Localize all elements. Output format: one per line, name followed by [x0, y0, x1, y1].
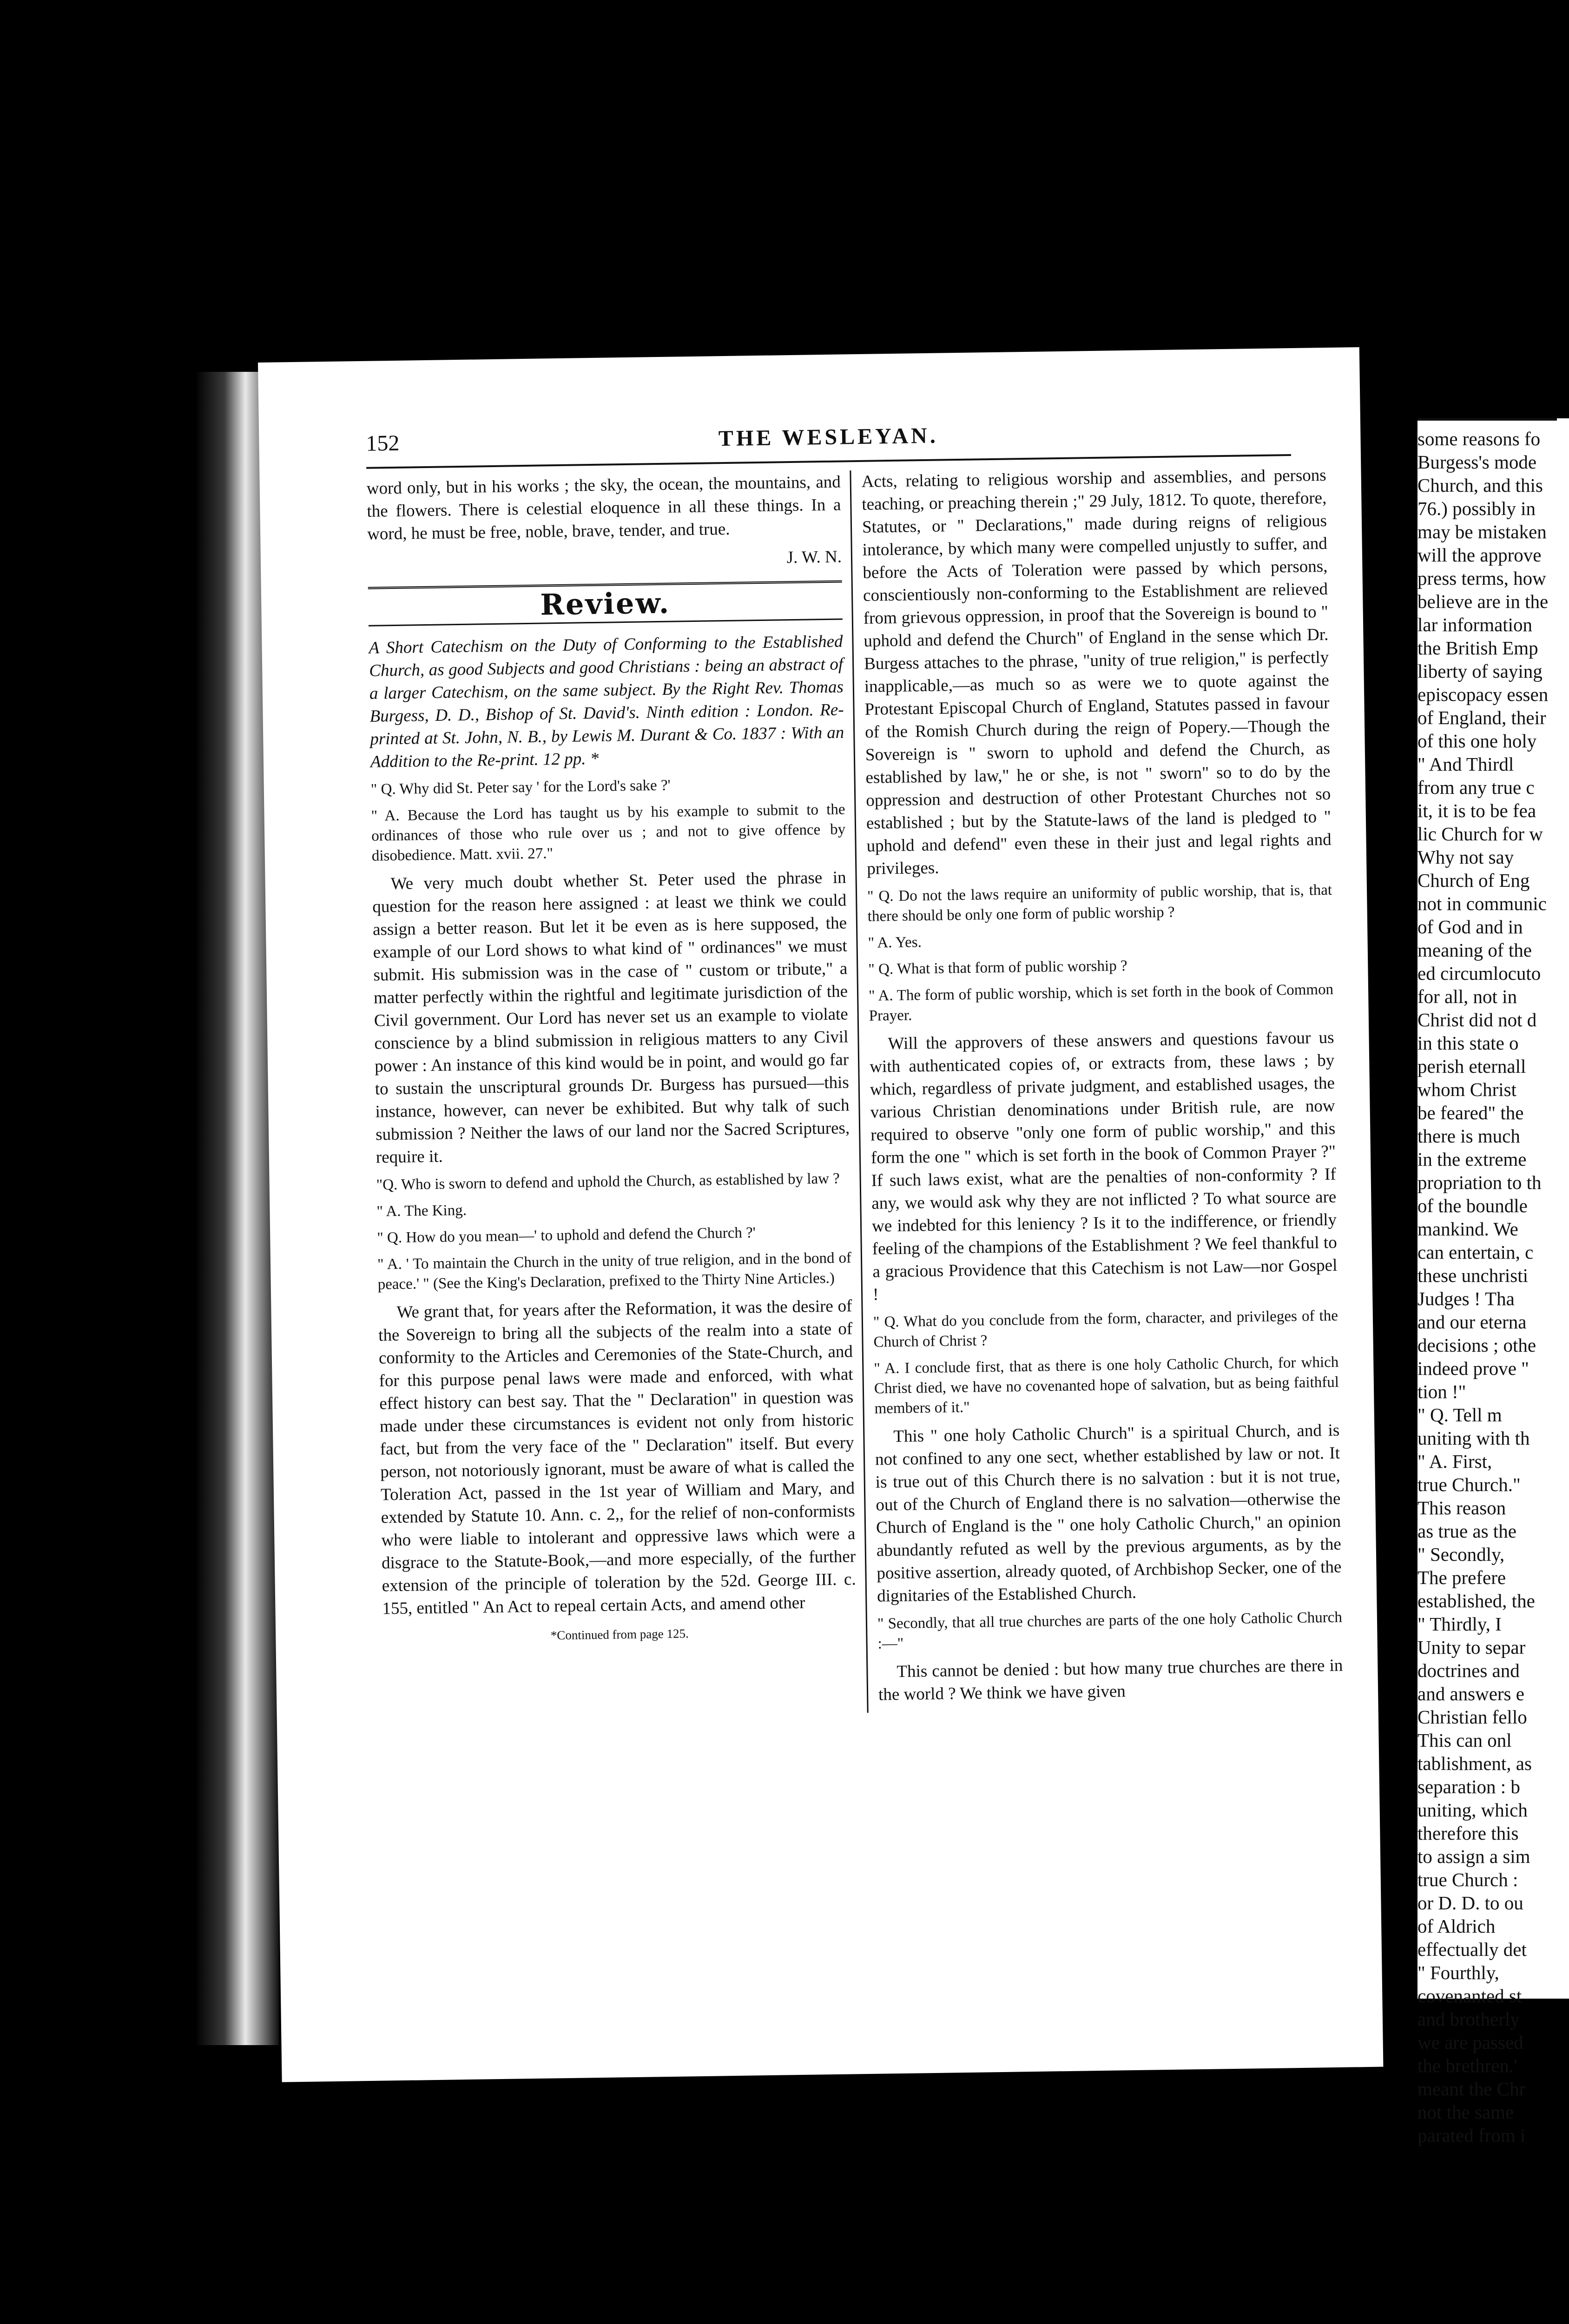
- paragraph-1: We very much doubt whether St. Peter used the phrase in question for the reason here assigned : at least we think we could assign a better reason. But let it be even as is here supposed, the example of our Lord shows to what kind of " ordinances" we must submit. His submission was in the case of " custom or tribute," a matter perfectly within the rightful and legitimate jurisdiction of the Civil government. Our Lord has never set us an example to violate conscience by a blind submission in religious matters to any Civil power : An instance of this kind would be in point, and would go far to sustain the unscriptural grounds Dr. Burgess has pursued—this instance, however, can never be exhibited. But why talk of such submission ? Neither the laws of our land nor the Sacred Scriptures, require it.: [372, 868, 850, 1167]
- next-page-line: This can onl: [1417, 1730, 1512, 1751]
- answer-1: " A. Because the Lord has taught us by his example to submit to the ordinances of those who rule over us ; and not to give offence by disobedience. Matt. xvii. 27.": [371, 801, 846, 865]
- next-page-line: from any true c: [1417, 777, 1535, 798]
- next-page-line: Unity to separ: [1417, 1637, 1526, 1658]
- next-page-line: be feared" the: [1417, 1102, 1524, 1123]
- next-page-line: Church of Eng: [1417, 870, 1530, 891]
- next-page-line: of this one holy: [1417, 730, 1537, 752]
- next-page-line: the British Emp: [1417, 637, 1538, 659]
- next-page-line: Christian fello: [1417, 1706, 1527, 1728]
- next-page-line: ed circumlocuto: [1417, 963, 1541, 984]
- next-page-line: believe are in the: [1417, 591, 1549, 612]
- next-page-line: or D. D. to ou: [1417, 1892, 1523, 1914]
- next-page-line: established, the: [1417, 1590, 1535, 1611]
- next-page-line: whom Christ: [1417, 1079, 1516, 1100]
- next-page-line: indeed prove ": [1417, 1358, 1529, 1379]
- intro-paragraph: word only, but in his works ; the sky, the ocean, the mountains, and the flowers. There is celestial eloquence in all these things. In a word, he must be free, noble, brave, tender, and true.: [366, 472, 841, 544]
- left-column: [366, 471, 857, 1656]
- next-page-line: in this state o: [1417, 1032, 1519, 1054]
- next-page-line: propriation to th: [1417, 1172, 1542, 1193]
- next-page-line: lar information: [1417, 614, 1533, 635]
- paragraph-4: Will the approvers of these answers and questions favour us with authenticated copies of, or extracts from, these laws ; by which, regardless of private judgment, and established usages, the various Christian denominations under British rule, are now required to observe "only one form of public worship," and this form the one " which is set forth in the book of Common Prayer ?" If such laws exist, what are the penalties of non-conformity ? If any, we would ask why they are not inflicted ? To what source are we indebted for this leniency ? Is it to the indifference, or friendly feeling of the champions of the Establishment ? We feel thankful to a gracious Providence that this Catechism is not Law—nor Gospel !: [869, 1028, 1338, 1304]
- next-page-line: may be mistaken: [1417, 521, 1547, 542]
- next-page-rule: [1417, 418, 1557, 421]
- next-page-line: of England, their: [1417, 707, 1546, 728]
- next-page-line: there is much: [1417, 1125, 1520, 1147]
- question-7: " Secondly, that all true churches are parts of the one holy Catholic Church :—": [877, 1609, 1343, 1652]
- next-page-line: decisions ; othe: [1417, 1334, 1536, 1356]
- next-page-line: Burgess's mode: [1417, 451, 1537, 473]
- next-page-line: press terms, how: [1417, 568, 1546, 589]
- next-page-line: tion !": [1417, 1381, 1466, 1402]
- next-page-line: and answers e: [1417, 1683, 1524, 1704]
- next-page-line: episcopacy essen: [1417, 684, 1549, 705]
- next-page-line: some reasons fo: [1417, 428, 1541, 449]
- next-page-line: true Church :: [1417, 1869, 1518, 1890]
- next-page-line: Why not say: [1417, 846, 1514, 868]
- signature: J. W. N.: [786, 547, 842, 568]
- question-1: " Q. Why did St. Peter say ' for the Lord's sake ?': [370, 777, 671, 798]
- next-page-line: " Secondly,: [1417, 1544, 1505, 1565]
- next-page-line: " And Thirdl: [1417, 753, 1514, 775]
- next-page-text: [1417, 427, 1569, 2147]
- next-page-line: of the boundle: [1417, 1195, 1528, 1216]
- next-page-line: " Thirdly, I: [1417, 1613, 1502, 1635]
- next-page-line: tablishment, as: [1417, 1753, 1532, 1774]
- paragraph-2: We grant that, for years after the Reformation, it was the desire of the Sovereign to bring all the subjects of the realm into a state of conformity to the Articles and Ceremonies of the State-Church, and for this purpose penal laws were made and enforced, with what effect history can best say. That the " Declaration" in question was made under these circumstances is evident not only from historic fact, but from the very face of the " Declaration" itself. But every person, not notoriously ignorant, must be aware of what is called the Toleration Act, passed in the 1st year of William and Mary, and extended by Statute 10. Ann. c. 2,, for the relief of non-conformists who were liable to intolerant and oppressive laws which were a disgrace to the Statute-Book,—and more especially, of the further extension of the principle of toleration by the 52d. George III. c. 155, entitled " An Act to repeal certain Acts, and amend other: [378, 1296, 856, 1618]
- next-page-line: perish eternall: [1417, 1056, 1526, 1077]
- next-page-line: of Aldrich: [1417, 1915, 1496, 1937]
- next-page-line: and our eterna: [1417, 1311, 1527, 1333]
- next-page-line: in the extreme: [1417, 1149, 1527, 1170]
- question-3: " Q. How do you mean—' to uphold and defend the Church ?': [377, 1224, 756, 1247]
- question-5: " Q. What is that form of public worship ?: [868, 957, 1127, 978]
- next-page-line: not in communic: [1417, 893, 1547, 914]
- question-6: " Q. What do you conclude from the form, character, and privileges of the Church of Christ ?: [873, 1307, 1338, 1351]
- next-page-line: Christ did not d: [1417, 1009, 1537, 1030]
- next-page-line: This reason: [1417, 1497, 1506, 1519]
- answer-6: " A. I conclude first, that as there is one holy Catholic Church, for which Christ died, we have no covenanted hope of salvation, but as being faithful members of it.": [874, 1353, 1339, 1417]
- paragraph-5: This " one holy Catholic Church" is a spiritual Church, and is not confined to any one sect, whether established by law or not. It is true out of this Church there is no salvation : but it is not true, out of the Church of England there is no salvation—otherwise the Church of England is the " one holy Catholic Church," an opinion abundantly refuted as well by the previous arguments, as by the positive assertion, already quoted, of Archbishop Secker, one of the dignitaries of the Established Church.: [875, 1420, 1342, 1606]
- next-page-line: liberty of saying: [1417, 660, 1543, 682]
- next-page-line: to assign a sim: [1417, 1846, 1530, 1867]
- paragraph-6: This cannot be denied : but how many true churches are there in the world ? We think we have given: [878, 1656, 1343, 1704]
- next-page-line: the brethren.': [1417, 2055, 1517, 2076]
- next-page-line: of God and in: [1417, 916, 1523, 938]
- answer-3: " A. ' To maintain the Church in the unity of true religion, and in the bond of peace.' " (See the King's Declaration, prefixed to the Thirty Nine Articles.): [377, 1249, 852, 1293]
- next-page-line: and brotherly: [1417, 2008, 1520, 2030]
- next-page-line: separation : b: [1417, 1776, 1520, 1797]
- next-page-line: as true as the: [1417, 1520, 1516, 1542]
- next-page-line: therefore this: [1417, 1822, 1519, 1844]
- next-page-line: it, it is to be fea: [1417, 800, 1536, 821]
- next-page-line: true Church.": [1417, 1474, 1521, 1495]
- newspaper-page: [258, 347, 1383, 2082]
- footnote: *Continued from page 125.: [550, 1626, 689, 1643]
- paragraph-3: Acts, relating to religious worship and assemblies, and persons teaching, or preaching therein ;" 29 July, 1812. To quote, therefore, Statutes, or " Declarations," made during reigns of religious intolerance, by which many were compelled unjustly to suffer, and before the Acts of Toleration were passed by which persons, conscientiously non-conforming to the Establishment are relieved from grievous oppression, in proof that the Sovereign is bound to " uphold and defend the Church" of England in the sense which Dr. Burgess attaches to the phrase, "unity of true religion," is perfectly inapplicable,—as much so as were we to quote against the Protestant Episcopal Church of England, Statutes passed in favour of the Romish Church during the reign of Popery.—Though the Sovereign is " sworn to uphold and defend the Church, as established by law," he or she, is not " sworn" so to do by the oppression and destruction of other Protestant Churches not so established ; but by the Statute-laws of the land is pledged to " uphold and defend" even these in their just and legal rights and privileges.: [861, 465, 1332, 878]
- next-page-line: " Fourthly,: [1417, 1962, 1499, 1983]
- next-page-line: these unchristi: [1417, 1265, 1528, 1286]
- answer-4: " A. Yes.: [868, 934, 922, 951]
- next-page-line: The prefere: [1417, 1567, 1506, 1588]
- next-page-line: " Q. Tell m: [1417, 1404, 1502, 1426]
- next-page-line: effectually det: [1417, 1939, 1527, 1960]
- next-page-line: parated from i: [1417, 2125, 1526, 2146]
- next-page-line: we are passed: [1417, 2032, 1523, 2053]
- answer-2: " A. The King.: [376, 1202, 467, 1220]
- next-page-line: uniting with th: [1417, 1427, 1530, 1449]
- answer-5: " A. The form of public worship, which is set forth in the book of Common Prayer.: [868, 981, 1334, 1024]
- next-page-line: meaning of the: [1417, 939, 1532, 961]
- question-4: " Q. Do not the laws require an uniformity of public worship, that is, that there should be only one form of public worship ?: [867, 881, 1332, 925]
- section-heading: Review.: [368, 580, 843, 626]
- next-page-line: will the approve: [1417, 544, 1542, 566]
- next-page-line: mankind. We: [1417, 1218, 1518, 1240]
- next-page-line: not the same: [1417, 2101, 1514, 2123]
- question-2: "Q. Who is sworn to defend and uphold the Church, as established by law ?: [376, 1170, 840, 1194]
- next-page-fragment: [1417, 418, 1569, 2146]
- next-page-line: Judges ! Tha: [1417, 1288, 1515, 1309]
- right-column: [850, 464, 1343, 1713]
- next-page-line: 76.) possibly in: [1417, 498, 1536, 519]
- next-page-line: " A. First,: [1417, 1451, 1492, 1472]
- running-title: THE WESLEYAN.: [718, 423, 939, 451]
- next-page-line: uniting, which: [1417, 1799, 1528, 1821]
- next-page-line: doctrines and: [1417, 1660, 1520, 1681]
- next-page-line: lic Church for w: [1417, 823, 1543, 845]
- next-page-line: for all, not in: [1417, 986, 1517, 1007]
- next-page-line: covenanted st: [1417, 1985, 1522, 2007]
- next-page-line: can entertain, c: [1417, 1241, 1534, 1263]
- next-page-line: meant the Chr: [1417, 2078, 1526, 2100]
- book-title: A Short Catechism on the Duty of Conforming to the Established Church, as good Subjects and good Christians : being an abstract of a larger Catechism, on the same subject. By the Right Rev. Thomas Burgess, D. D., Bishop of St. David's. Ninth edition : London. Re-printed at St. John, N. B., by Lewis M. Durant & Co. 1837 : With an Addition to the Re-print. 12 pp. *: [369, 632, 844, 772]
- page-number: 152: [366, 430, 400, 456]
- next-page-line: Church, and this: [1417, 475, 1543, 496]
